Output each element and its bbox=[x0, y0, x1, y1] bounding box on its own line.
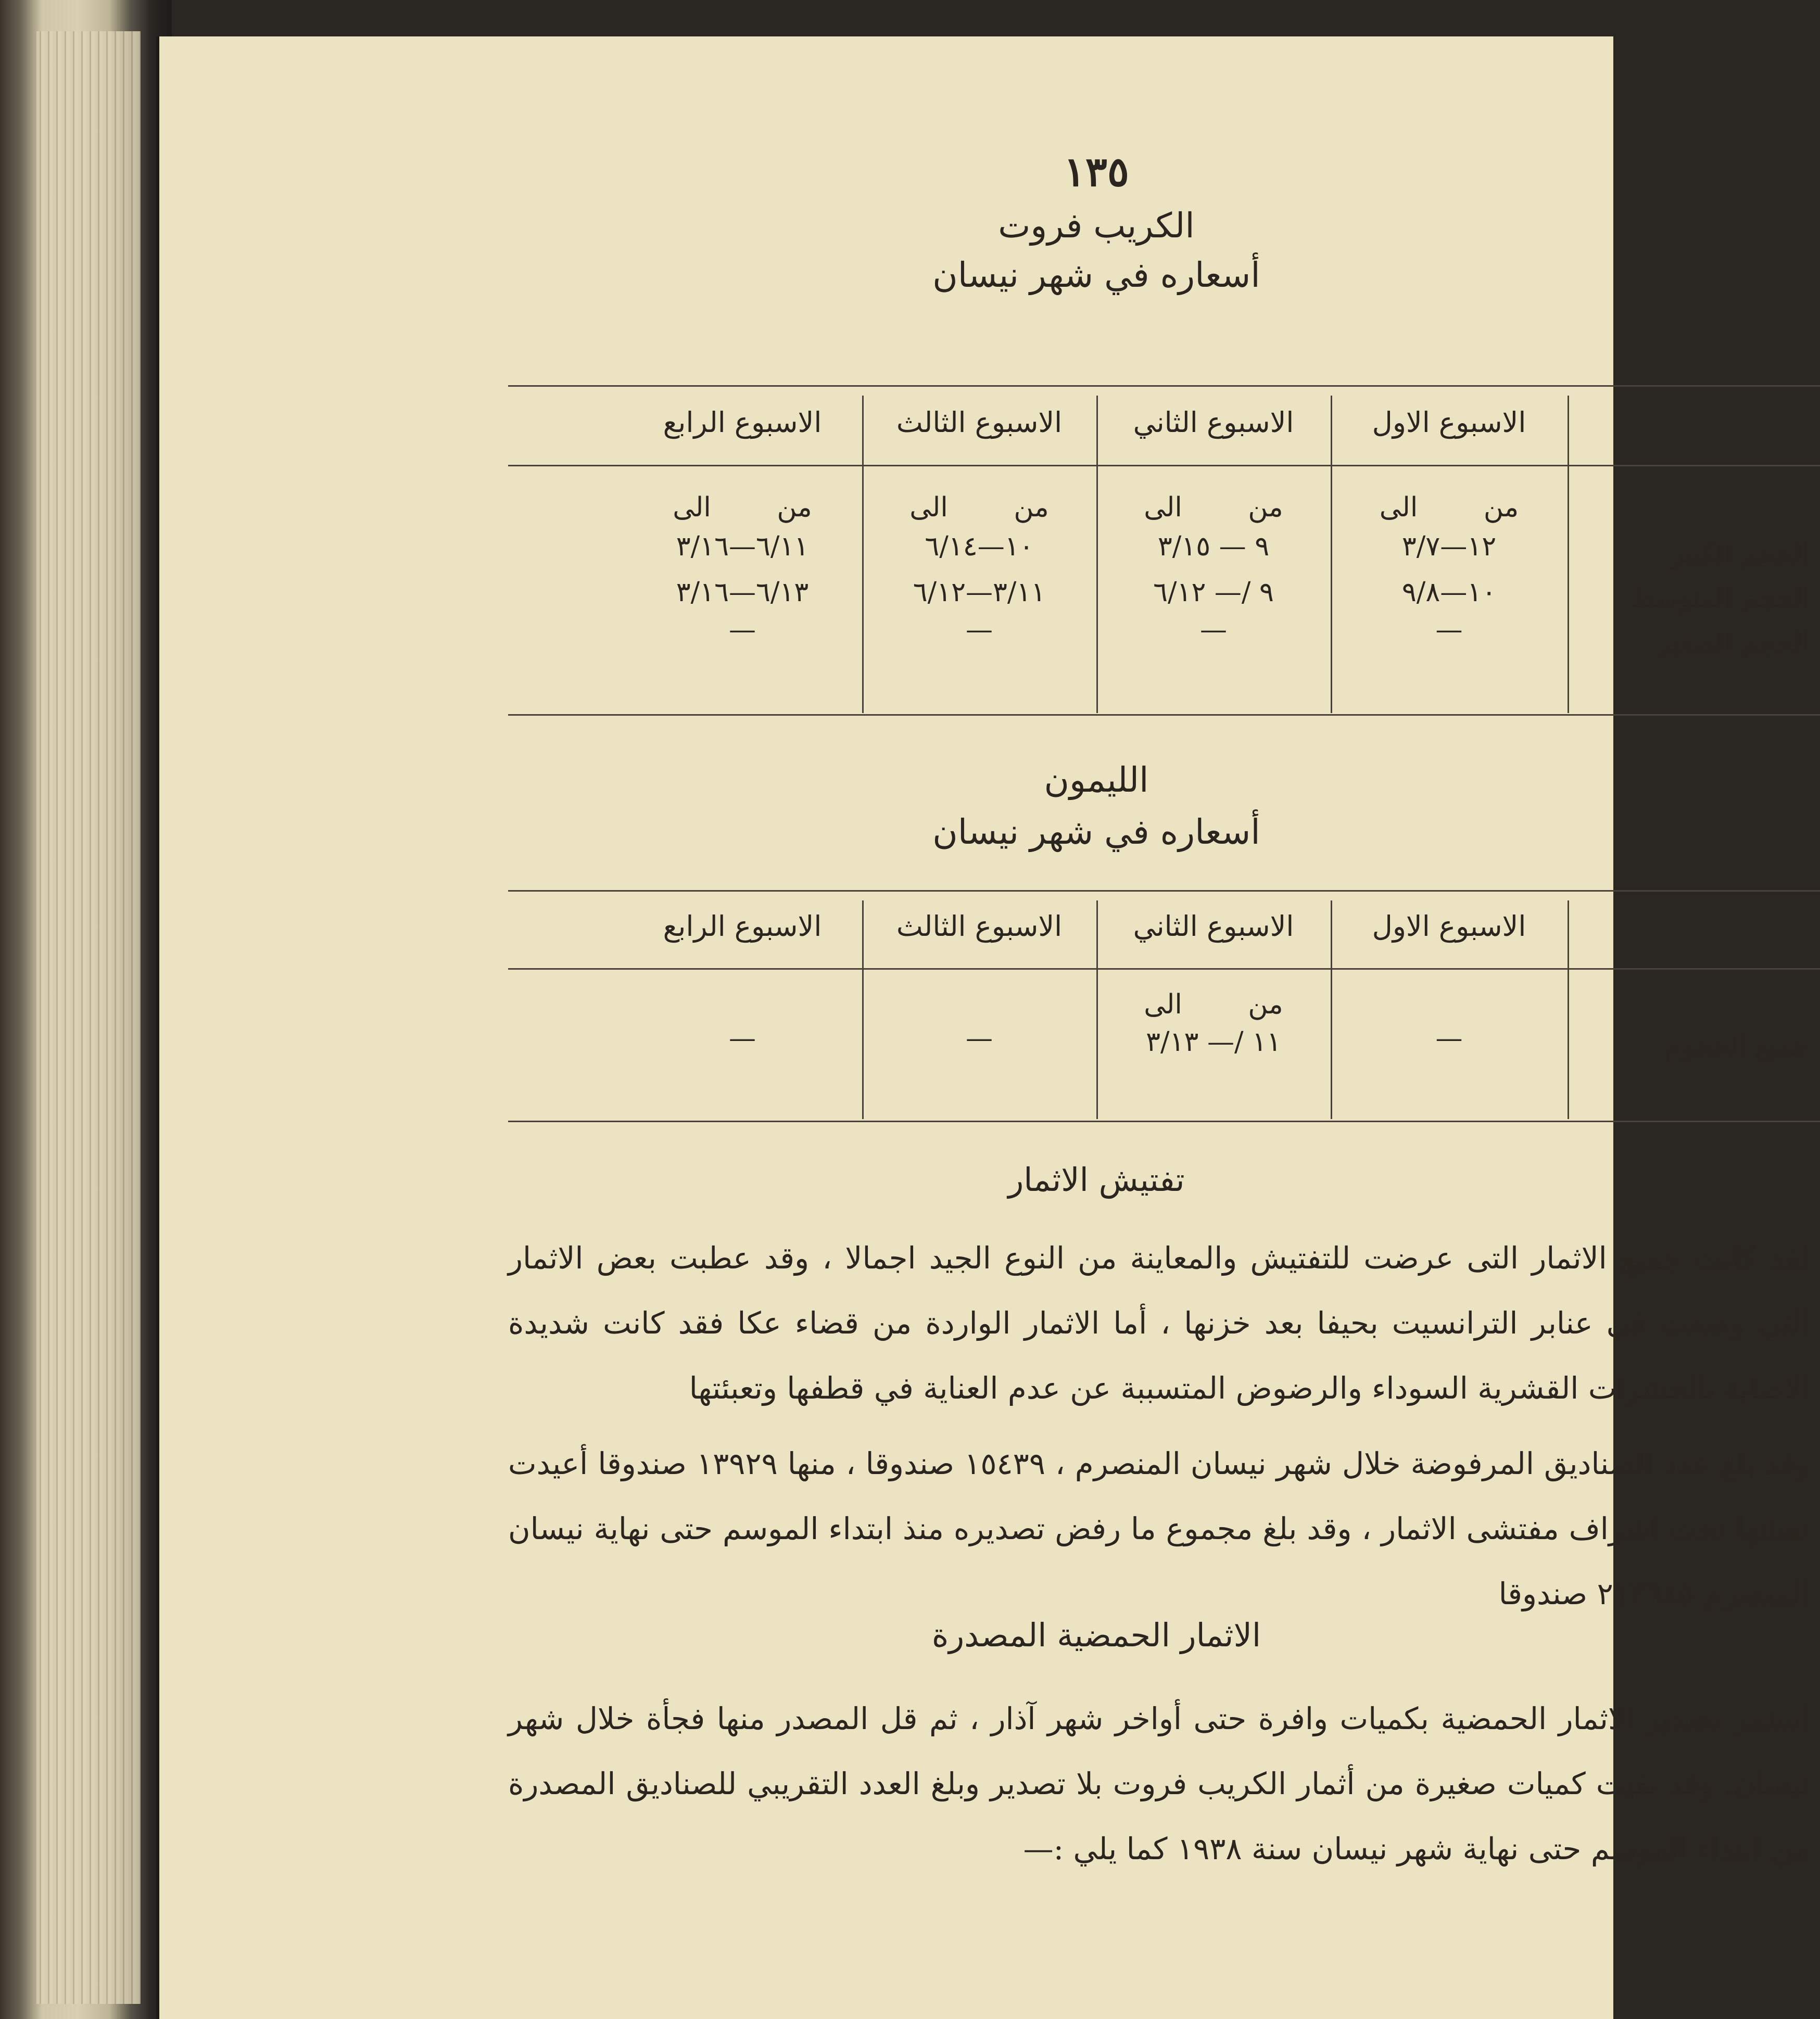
column-header-week2: الاسبوع الثاني bbox=[1133, 910, 1294, 943]
inspection-heading: تفتيش الاثمار bbox=[1008, 1161, 1185, 1199]
table-cell: — bbox=[966, 1023, 993, 1054]
grapefruit-title: الكريب فروت bbox=[998, 206, 1195, 246]
column-divider bbox=[1568, 396, 1569, 713]
table-cell: — bbox=[966, 614, 993, 645]
column-header-week3: الاسبوع الثالث bbox=[896, 406, 1063, 439]
table-cell: ٦/١٣—٣/١٦ bbox=[676, 577, 809, 608]
column-header-week4: الاسبوع الرابع bbox=[663, 910, 822, 943]
table-rule bbox=[508, 890, 1820, 892]
from-to-header: من الى bbox=[1144, 989, 1283, 1020]
table-cell: ٩ /— ٦/١٢ bbox=[1153, 577, 1274, 608]
table-cell: ١٠—٩/٨ bbox=[1401, 577, 1497, 608]
row-label-all-sizes: جميع الحجوم bbox=[1664, 1031, 1810, 1062]
table-cell: ١٢—٣/٧ bbox=[1401, 531, 1497, 562]
column-header-week2: الاسبوع الثاني bbox=[1133, 406, 1294, 439]
row-label-small: الحجم الصغير bbox=[1657, 627, 1810, 658]
page-stack-edges bbox=[36, 31, 141, 2004]
grapefruit-subtitle: أسعاره في شهر نيسان bbox=[932, 255, 1260, 295]
table-cell: ١٠—٦/١٤ bbox=[925, 531, 1034, 562]
inspection-paragraph-1: لقد كانت جميع الاثمار التى عرضت للتفتيش والمعاينة من النوع الجيد اجمالا ، وقد عطبت بعض الاثمار التى وضعت في عنابر الترانسيت بحيفا بعد خزنها ، أما الاثمار الواردة من قضاء عكا فقد كانت شديدة الاصابة بالحشرات القشرية السوداء والرضوض المتسببة عن عدم العناية في قطفها وتعبئتها bbox=[508, 1240, 1810, 1406]
table-cell: — bbox=[1435, 614, 1463, 645]
inspection-paragraph-2: وقد بلغ عدد الصناديق المرفوضة خلال شهر نيسان المنصرم ، ١٥٤٣٩ صندوقا ، منها ١٣٩٢٩ صندوقا أعيدت تعبئتها تحت اشراف مفتشى الاثمار ، وقد بلغ مجموع ما رفض تصديره منذ ابتداء الموسم حتى نهاية نيسان المنصرم ٢١٣٦٨٥ صندوقا bbox=[508, 1446, 1810, 1611]
table-cell: — bbox=[1435, 1023, 1463, 1054]
lemon-price-table bbox=[508, 890, 1820, 1127]
table-rule bbox=[508, 1121, 1820, 1122]
table-rule bbox=[508, 385, 1820, 387]
table-cell: ١١ /— ٣/١٣ bbox=[1146, 1026, 1281, 1058]
exports-heading: الاثمار الحمضية المصدرة bbox=[931, 1616, 1261, 1654]
from-to-header: من الى bbox=[909, 492, 1049, 523]
column-header-week1: الاسبوع الاول bbox=[1372, 406, 1526, 439]
page-number: ١٣٥ bbox=[1064, 148, 1129, 196]
table-cell: ٦/١١—٣/١٦ bbox=[676, 531, 809, 562]
table-rule bbox=[508, 465, 1820, 466]
column-header-week1: الاسبوع الاول bbox=[1372, 910, 1526, 943]
from-to-header: من الى bbox=[673, 492, 812, 523]
column-header-week3: الاسبوع الثالث bbox=[896, 910, 1063, 943]
table-cell: — bbox=[729, 1023, 756, 1054]
column-header-week4: الاسبوع الرابع bbox=[663, 406, 822, 439]
column-divider bbox=[1568, 900, 1569, 1119]
grapefruit-price-table bbox=[508, 385, 1820, 718]
from-to-header: من الى bbox=[1144, 492, 1283, 523]
table-rule bbox=[508, 714, 1820, 716]
row-label-medium: الحجم المتوسط bbox=[1630, 583, 1810, 614]
exports-paragraph: استمر تصدير الاثمار الحمضية بكميات وافرة حتى أواخر شهر آذار ، ثم قل المصدر منها فجأة خلال شهر نيسان. وقد بقيت كميات صغيرة من أثمار الكريب فروت بلا تصدير وبلغ العدد التقريبي للصناديق المصدرة من ابتداء الموسم حتى نهاية شهر نيسان سنة ١٩٣٨ كما يلي :— bbox=[508, 1701, 1810, 1866]
page-content bbox=[331, 36, 1810, 2019]
row-label-large: الحجم الكبير bbox=[1670, 539, 1810, 570]
lemon-title: الليمون bbox=[1044, 760, 1149, 800]
table-cell: ٣/١١—٦/١٢ bbox=[913, 577, 1046, 608]
table-cell: — bbox=[729, 614, 756, 645]
table-rule bbox=[508, 968, 1820, 970]
table-cell: ٩ — ٣/١٥ bbox=[1157, 531, 1270, 562]
from-to-header: من الى bbox=[1379, 492, 1519, 523]
table-cell: — bbox=[1200, 614, 1227, 645]
book-page bbox=[156, 36, 1810, 2019]
lemon-subtitle: أسعاره في شهر نيسان bbox=[932, 812, 1260, 852]
